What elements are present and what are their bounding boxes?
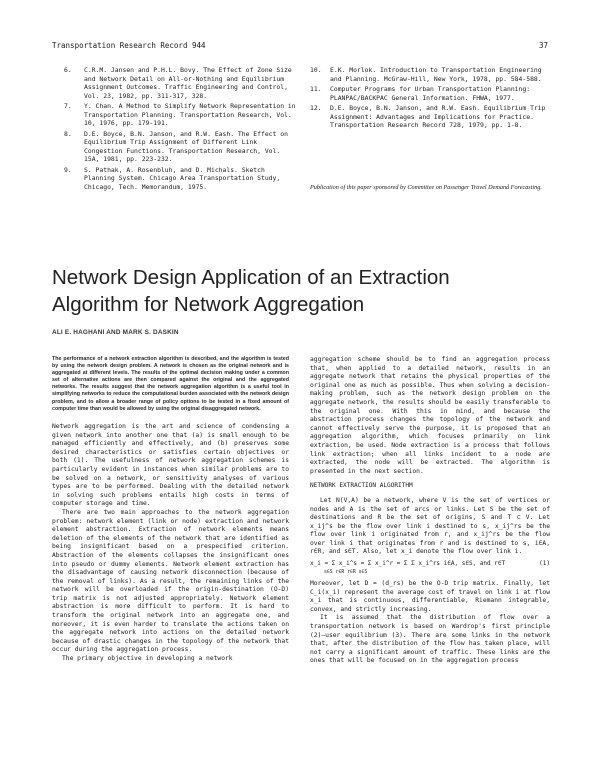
reference-text: D.E. Boyce, B.N. Janson, and R.W. Eash. Equilibrium Trip Assignment: Advantages and Implications for Practice. Transportation Research Record 728, 1979, pp. 1-8.	[330, 104, 546, 129]
reference-text: Y. Chan. A Method to Simplify Network Representation in Transportation Planning. Transportation Research, Vol. 10, 1976, pp. 179-191.	[84, 102, 296, 127]
running-header	[52, 41, 548, 53]
body-paragraph: Moreover, let D = (d_rs) be the O-D trip matrix. Finally, let C_i(x_i) represent the average cost of travel on link i at flow x_i that is continuous, differentiable, Riemann integrable, convex, and strictly increasing.	[310, 580, 550, 613]
page-number: 37	[538, 41, 548, 50]
reference-number: 10.	[310, 66, 322, 74]
article-authors: ALI E. HAGHANI AND MARK S. DASKIN	[52, 329, 179, 336]
body-paragraph: The primary objective in developing a network	[62, 655, 233, 663]
section-heading: NETWORK EXTRACTION ALGORITHM	[310, 482, 413, 490]
body-paragraph: Network aggregation is the art and science of condensing a given network into another one that (a) is small enough to be managed efficiently and effectively, and (b) preserves some desired characteristics or satisfies certain objectives or both (1). The usefulness of network aggregation schemes is particularly evident in instances when similar problems are to be solved on a network, or sensitivity analyses of various types are to be performed. Dealing with the detailed network in solving such problems entails high costs in terms of computer storage and time.	[52, 423, 289, 508]
reference-number: 11.	[310, 85, 322, 93]
reference-item	[64, 102, 298, 128]
body-right-column	[310, 356, 550, 666]
reference-number: 7.	[64, 102, 72, 110]
body-left-column	[52, 423, 289, 664]
publication-note: Publication of this paper sponsored by Committee on Passenger Travel Demand Forecasting.	[310, 184, 542, 191]
article-title	[52, 264, 552, 318]
reference-item	[310, 104, 550, 130]
reference-text: S. Pathak, A. Rosenbluh, and D. Michals. Sketch Planning System. Chicago Area Transportation Study, Chicago, Tech. Memorandum, 1975.	[84, 165, 281, 191]
reference-number: 8.	[64, 129, 72, 138]
reference-item	[64, 166, 298, 192]
reference-item	[310, 66, 550, 83]
body-paragraph: aggregation scheme should be to find an aggregation process that, when applied to a detailed network, results in an aggregate network that retains the physical properties of the original one as much as possible. Thus when solving a decision-making problem, such as the network design problem on the aggregate network, the results should be easily transferable to the original one. With this in mind, and because the abstraction process changes the topology of the network and cannot effectively serve the purpose, it is proposed that an aggregation algorithm, which focuses primarily on link extraction, be used. Node extraction is a process that follows link extraction; when all links incident to a node are extracted, the node will be extracted. The algorithm is presented in the next section.	[310, 356, 550, 475]
reference-number: 9.	[64, 165, 72, 174]
article-title-line: Algorithm for Network Aggregation	[52, 293, 365, 316]
article-title-line: Network Design Application of an Extraction	[52, 266, 450, 289]
body-paragraph: There are two main approaches to the network aggregation problem: network element (link or node) extraction and network element abstraction. Extraction of network elements means deletion of the elements of the network that are identified as being insignificant based on a prespecified criterion. Abstraction of the elements collapses the insignificant ones into pseudo or dummy elements. Network element extraction has the disadvantage of causing network disconnection (because of the removal of links). As a result, the remaining links of the network will be overloaded if the origin-destination (O-D) trip matrix is not adjusted appropriately. Network element abstraction is more difficult to perform. It is hard to transform the original network into an aggregate one, and moreover, it is even harder to translate the actions taken on the aggregate network into actions on the detailed network because of drastic changes in the topology of the network that occur during the aggregation process.	[52, 508, 289, 654]
abstract: The performance of a network extraction algorithm is described, and the algorithm is tested by using the network design problem. A network is chosen as the original network and is aggregated at different levels. The results of the optimal decision making under a common set of alternative actions are then compared against the original and the aggregated networks. The results suggest that the network aggregation algorithm is a useful tool in simplifying networks to reduce the computational burden associated with the network design problem, and to allow a broader range of policy options to be tested in a fixed amount of computer time than would be allowed by using the original disaggregated network.	[52, 356, 289, 412]
equation-number: (1)	[539, 560, 550, 568]
body-paragraph: Let N(V,A) be a network, where V is the set of vertices or nodes and A is the set of arcs or links. Let S be the set of destinations and R be the set of origins, S and T ⊂ V. Let x_ij^s be the flow over link i destined to s, x_ij^rs be the flow over link i originated from r, and x_ij^rs be the flow over link i that originates from r and is destined to s, i∈A, r∈R, and s∈T. Also, let x_i denote the flow over link i.	[310, 496, 550, 556]
reference-item	[64, 130, 298, 164]
reference-text: C.R.M. Jansen and P.H.L. Bovy. The Effect of Zone Size and Network Detail on All-or-Nothing and Equilibrium Assignment Outcomes. Traffic Engineering and Control, Vol. 23, 1982, pp. 311-317, 328.	[84, 66, 292, 100]
reference-item	[310, 85, 550, 102]
body-paragraph: It is assumed that the distribution of flow over a transportation network is based on Wardrop's first principle (2)—user equilibrium (3). There are some links in the network that, after the distribution of the flow has taken place, will not carry a significant amount of traffic. These links are the ones that will be focused on in the aggregation process	[310, 614, 550, 665]
reference-text: Computer Programs for Urban Transportation Planning: PLANPAC/BACKPAC General Information. FHWA, 1977.	[330, 85, 531, 102]
equation-expression	[310, 560, 505, 577]
equation-subscripts: s∈S r∈R r∈R s∈S	[324, 569, 368, 575]
reference-number: 6.	[64, 66, 72, 74]
equation-1	[310, 560, 550, 577]
journal-name: Transportation Research Record 944	[52, 41, 206, 50]
reference-number: 12.	[310, 104, 322, 112]
reference-text: E.K. Morlok. Introduction to Transportation Engineering and Planning. McGraw-Hill, New York, 1978, pp. 584-588.	[330, 66, 542, 83]
references-right-column	[310, 66, 550, 132]
reference-item	[64, 66, 298, 100]
equation-main: x_i = Σ x_i^s = Σ x_i^r = Σ Σ x_i^rs i∈A, s∈S, and r∈T	[310, 560, 506, 568]
references-left-column	[64, 66, 298, 193]
reference-text: D.E. Boyce, B.N. Janson, and R.W. Eash. The Effect on Equilibrium Trip Assignment of Different Link Congestion Functions. Transportation Research, Vol. 15A, 1981, pp. 223-232.	[84, 129, 288, 163]
